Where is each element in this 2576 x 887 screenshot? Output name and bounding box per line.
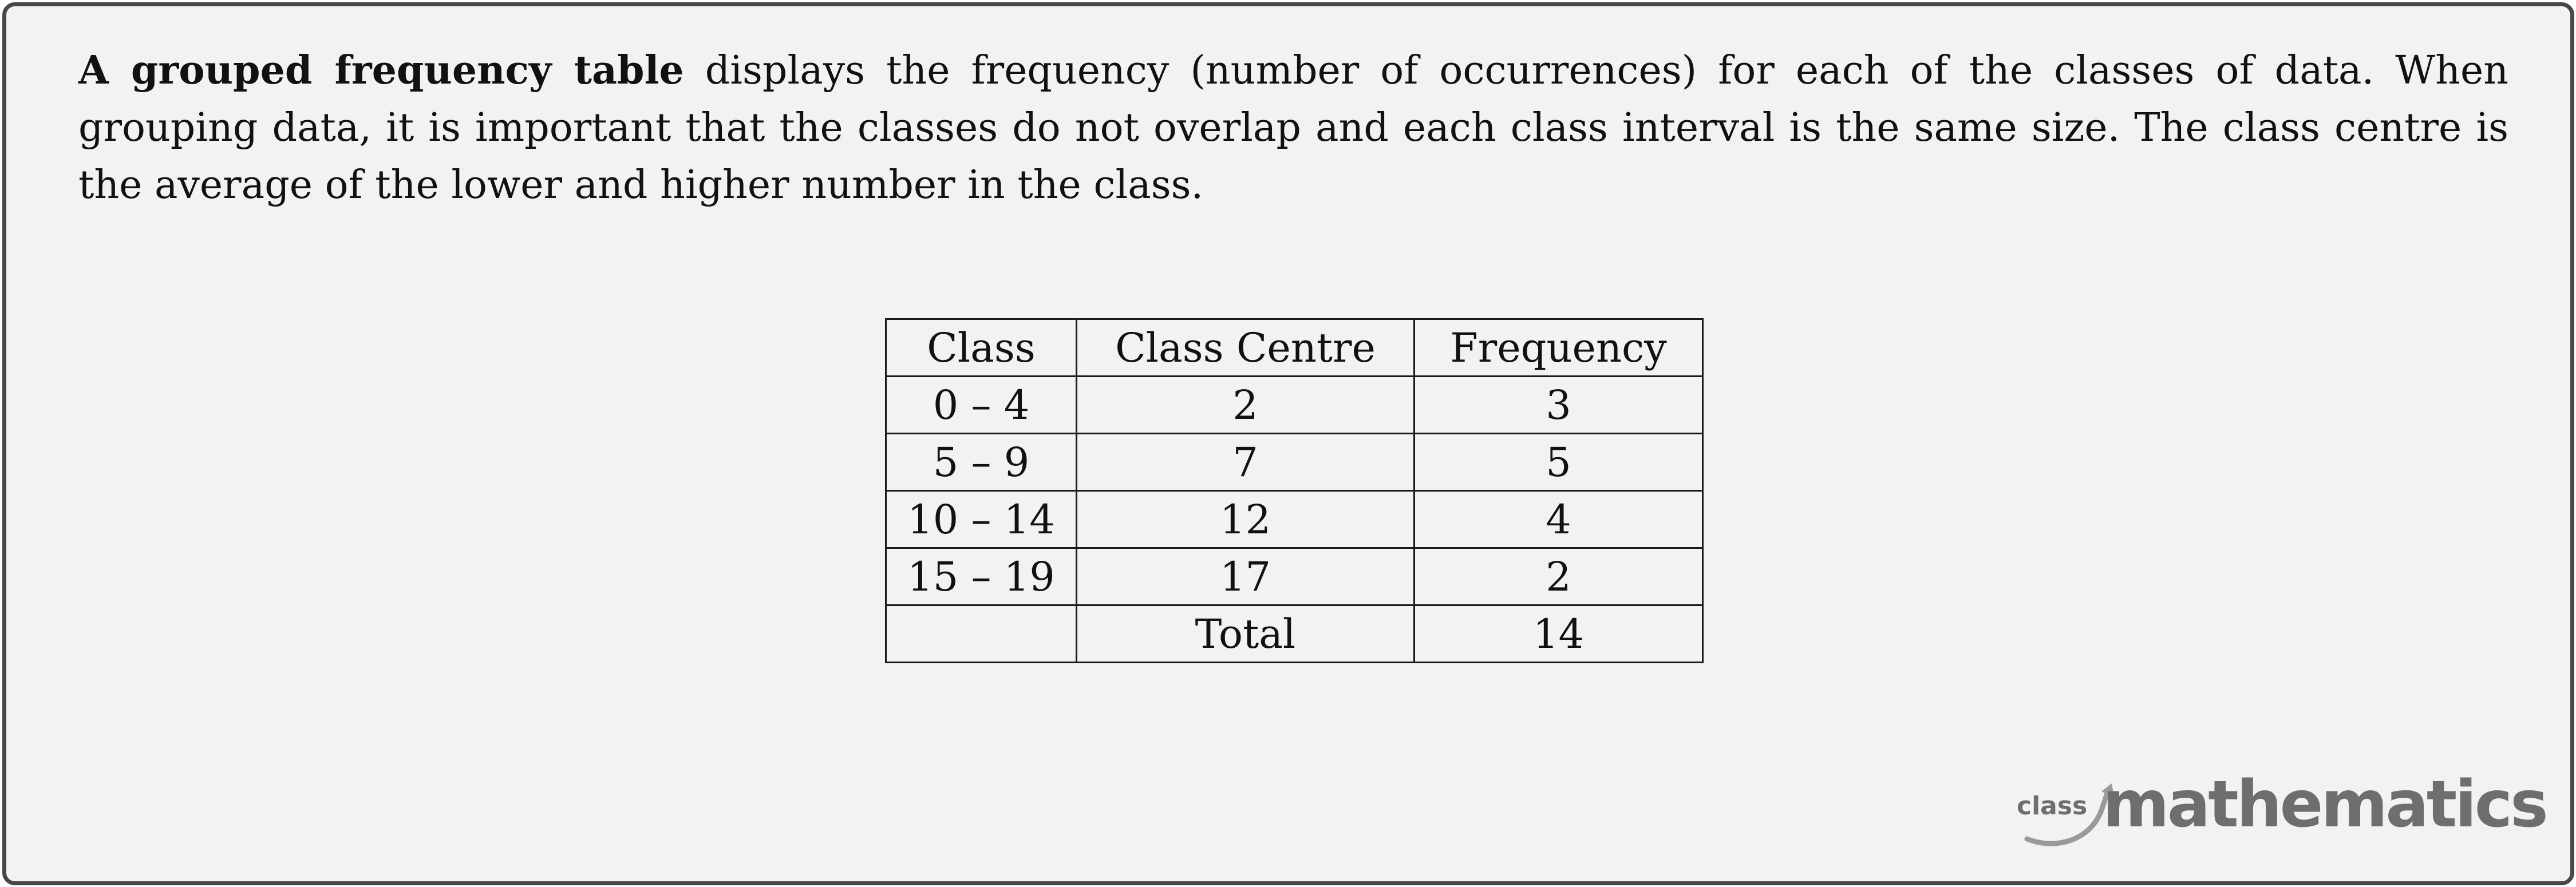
- logo-big-word: mathematics: [2103, 767, 2546, 842]
- total-frequency: 14: [1415, 605, 1703, 663]
- class-cell: 0 – 4: [886, 377, 1077, 434]
- frequency-cell: 3: [1415, 377, 1703, 434]
- table-row: [886, 491, 1703, 548]
- class-cell: 5 – 9: [886, 434, 1077, 491]
- table-row: [886, 548, 1703, 605]
- class-centre-cell: 17: [1077, 548, 1415, 605]
- table-header-row: [886, 319, 1703, 377]
- frequency-cell: 2: [1415, 548, 1703, 605]
- intro-term: A grouped frequency table: [78, 47, 684, 93]
- content-card: [2, 2, 2574, 885]
- header-class: Class: [886, 319, 1077, 377]
- total-label: Total: [1077, 605, 1415, 663]
- table-row: [886, 434, 1703, 491]
- class-cell: 10 – 14: [886, 491, 1077, 548]
- class-mathematics-logo: [2016, 767, 2546, 853]
- class-centre-cell: 2: [1077, 377, 1415, 434]
- frequency-cell: 5: [1415, 434, 1703, 491]
- frequency-cell: 4: [1415, 491, 1703, 548]
- class-cell: 15 – 19: [886, 548, 1077, 605]
- logo-small-word: class: [2017, 791, 2088, 821]
- table-row: [886, 377, 1703, 434]
- empty-cell: [886, 605, 1077, 663]
- class-centre-cell: 7: [1077, 434, 1415, 491]
- grouped-frequency-table: [885, 318, 1704, 663]
- header-class-centre: Class Centre: [1077, 319, 1415, 377]
- header-frequency: Frequency: [1415, 319, 1703, 377]
- intro-paragraph: [78, 42, 2508, 214]
- intro-text: displays the frequency (number of occurrences) for each of the classes of data. When grouping data, it is important that the classes do not overlap and each class interval is the same size. The class centre is the average of the lower and higher number in the class.: [78, 48, 2508, 208]
- class-centre-cell: 12: [1077, 491, 1415, 548]
- table-total-row: [886, 605, 1703, 663]
